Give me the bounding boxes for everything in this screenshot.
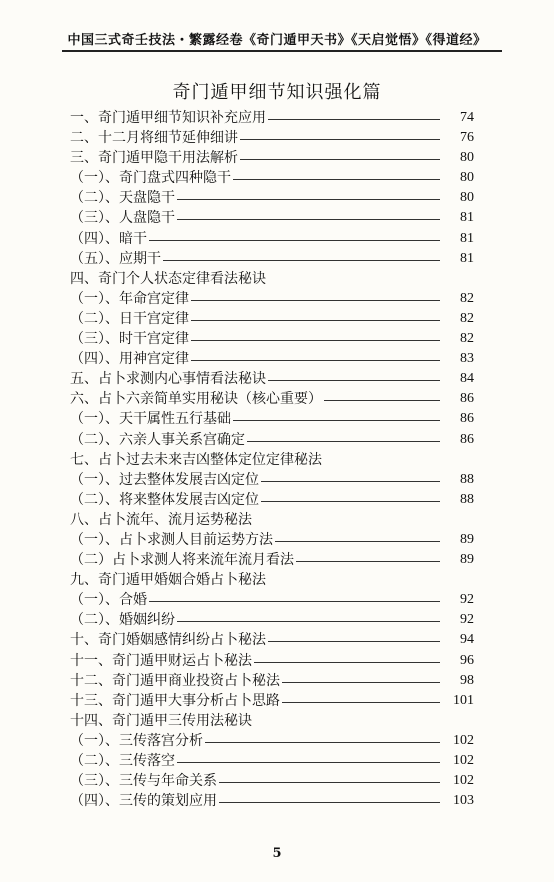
toc-entry-label: （一）、天干属性五行基础	[70, 411, 231, 428]
toc-entry	[70, 570, 474, 590]
toc-entry-label: （四）、暗干	[70, 230, 147, 247]
toc-entry	[70, 791, 474, 811]
table-of-contents	[70, 108, 474, 811]
toc-entry-label: （一）、占卜求测人目前运势方法	[70, 531, 273, 548]
page-number: 5	[272, 846, 282, 861]
toc-entry-page: 94	[460, 632, 474, 648]
toc-entry	[70, 309, 474, 329]
toc-entry-page: 86	[460, 391, 474, 407]
toc-entry	[70, 731, 474, 751]
toc-entry-label: （一）、过去整体发展吉凶定位	[70, 471, 259, 488]
toc-entry-label: （四）、三传的策划应用	[70, 793, 217, 810]
toc-entry	[70, 610, 474, 630]
toc-entry-label: 十二、奇门遁甲商业投资占卜秘法	[70, 672, 280, 689]
toc-entry	[70, 229, 474, 249]
toc-entry-page: 80	[460, 170, 474, 186]
toc-entry	[70, 771, 474, 791]
toc-entry-label: 六、占卜六亲简单实用秘诀（核心重要）	[70, 391, 322, 408]
toc-entry-page: 89	[460, 552, 474, 568]
toc-entry-page: 103	[453, 793, 474, 809]
toc-entry	[70, 751, 474, 771]
toc-entry-label: 十四、奇门遁甲三传用法秘诀	[70, 712, 252, 729]
toc-entry-label: 十、奇门婚姻感情纠纷占卜秘法	[70, 632, 266, 649]
toc-entry-page: 86	[460, 411, 474, 427]
toc-entry-page: 102	[453, 773, 474, 789]
toc-entry-page: 82	[460, 290, 474, 306]
toc-entry-label: （一）、奇门盘式四种隐干	[70, 170, 231, 187]
toc-entry	[70, 188, 474, 208]
toc-entry-label: （二）、婚姻纠纷	[70, 612, 175, 629]
toc-entry	[70, 389, 474, 409]
toc-entry-label: 十三、奇门遁甲大事分析占卜思路	[70, 692, 280, 709]
toc-entry	[70, 329, 474, 349]
toc-entry-page: 102	[453, 732, 474, 748]
toc-entry-page: 81	[460, 230, 474, 246]
toc-entry-page: 101	[453, 692, 474, 708]
toc-entry	[70, 510, 474, 530]
toc-entry-label: （四）、用神宫定律	[70, 351, 189, 368]
toc-entry-label: 三、奇门遁甲隐干用法解析	[70, 150, 238, 167]
toc-entry-page: 82	[460, 331, 474, 347]
toc-entry-label: 四、奇门个人状态定律看法秘诀	[70, 270, 266, 287]
toc-entry	[70, 289, 474, 309]
toc-entry-page: 82	[460, 310, 474, 326]
toc-entry	[70, 691, 474, 711]
toc-entry-page: 74	[460, 110, 474, 125]
toc-entry-label: 十一、奇门遁甲财运占卜秘法	[70, 652, 252, 669]
toc-entry-page: 102	[453, 753, 474, 768]
toc-entry	[70, 148, 474, 168]
toc-entry-page: 98	[460, 672, 474, 688]
header-rule	[62, 50, 502, 52]
toc-entry-page: 88	[460, 471, 474, 487]
toc-entry	[70, 349, 474, 369]
toc-entry-label: （五）、应期干	[70, 250, 161, 267]
toc-entry-label: （一）、三传落宫分析	[70, 732, 203, 749]
toc-entry-label: （一）、年命宫定律	[70, 290, 189, 307]
toc-entry	[70, 369, 474, 389]
toc-entry-page: 83	[460, 351, 474, 367]
toc-entry-label: （二）、六亲人事关系宫确定	[70, 431, 245, 448]
toc-entry	[70, 450, 474, 470]
toc-entry	[70, 108, 474, 128]
toc-entry	[70, 430, 474, 450]
toc-entry	[70, 490, 474, 510]
toc-entry-page: 89	[460, 531, 474, 547]
toc-entry-page: 76	[460, 130, 474, 146]
toc-entry-page: 80	[460, 190, 474, 206]
toc-entry	[70, 128, 474, 148]
toc-entry-label: 二、十二月将细节延伸细讲	[70, 130, 238, 147]
toc-entry-label: 九、奇门遁甲婚姻合婚占卜秘法	[70, 572, 266, 589]
toc-entry	[70, 409, 474, 429]
toc-entry-label: （二）占卜求测人将来流年流月看法	[70, 552, 294, 569]
toc-entry	[70, 168, 474, 188]
toc-entry-label: （三）、时干宫定律	[70, 331, 189, 348]
toc-entry	[70, 530, 474, 550]
toc-entry-label: （三）、三传与年命关系	[70, 773, 217, 790]
toc-entry-label: （二）、日干宫定律	[70, 310, 189, 327]
toc-entry-page: 80	[460, 150, 474, 166]
section-title: 奇门遁甲细节知识强化篇	[172, 82, 382, 103]
toc-entry-label: （二）、三传落空	[70, 753, 175, 769]
toc-entry-page: 96	[460, 652, 474, 668]
running-header: 中国三式奇壬技法・繁露经卷《奇门遁甲天书》《天启觉悟》《得道经》	[67, 33, 487, 48]
toc-entry-page: 86	[460, 431, 474, 447]
toc-entry-label: 五、占卜求测内心事情看法秘诀	[70, 371, 266, 388]
toc-entry-label: 一、奇门遁甲细节知识补充应用	[70, 110, 266, 126]
toc-entry	[70, 651, 474, 671]
toc-entry-page: 92	[460, 612, 474, 628]
page-header	[0, 0, 554, 58]
toc-entry-page: 92	[460, 592, 474, 608]
toc-entry-page: 81	[460, 210, 474, 226]
toc-entry	[70, 269, 474, 289]
toc-entry	[70, 671, 474, 691]
toc-entry-label: （二）、将来整体发展吉凶定位	[70, 491, 259, 508]
toc-entry-page: 84	[460, 371, 474, 387]
toc-entry-label: 七、占卜过去未来吉凶整体定位定律秘法	[70, 451, 322, 468]
toc-entry	[70, 630, 474, 650]
toc-entry	[70, 249, 474, 269]
toc-entry-page: 88	[460, 491, 474, 507]
toc-entry-label: 八、占卜流年、流月运势秘法	[70, 511, 252, 528]
toc-entry	[70, 550, 474, 570]
toc-entry-label: （二）、天盘隐干	[70, 190, 175, 207]
toc-entry	[70, 711, 474, 731]
toc-entry	[70, 208, 474, 228]
toc-entry	[70, 590, 474, 610]
toc-entry-page: 81	[460, 250, 474, 266]
toc-entry	[70, 470, 474, 490]
toc-entry-label: （三）、人盘隐干	[70, 210, 175, 227]
toc-entry-label: （一）、合婚	[70, 592, 147, 609]
